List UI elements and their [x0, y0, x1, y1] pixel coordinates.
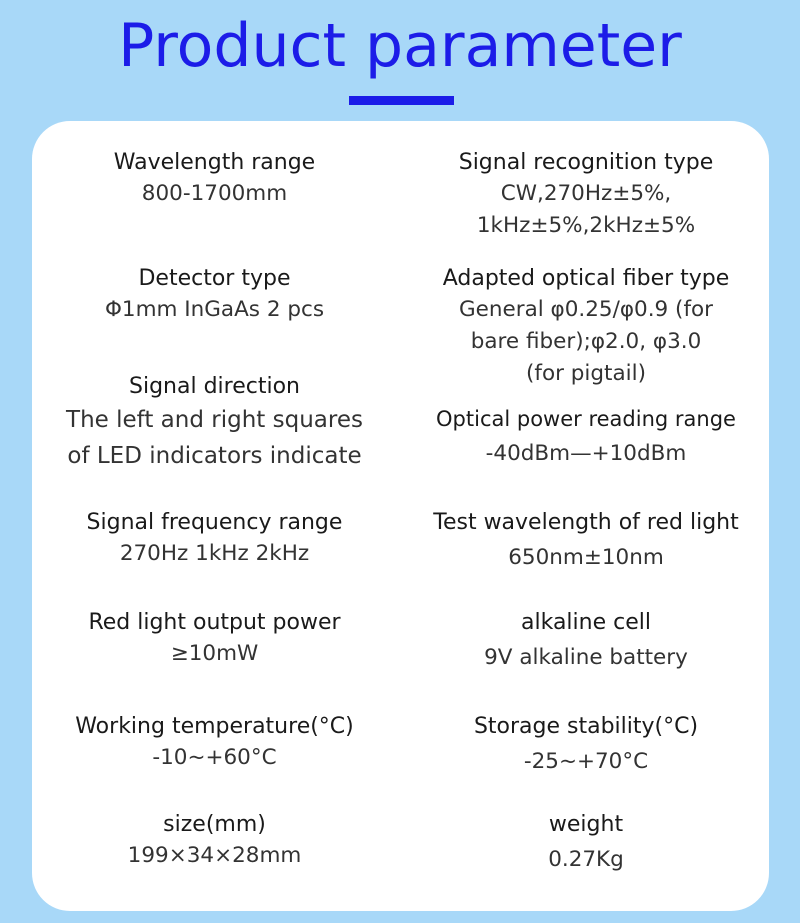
param-label: Optical power reading range	[436, 407, 736, 431]
param-value: 650nm±10nm	[508, 545, 664, 570]
param-value: -40dBm—+10dBm	[485, 441, 687, 466]
param-label: alkaline cell	[521, 610, 651, 635]
param-label: Working temperature(°C)	[75, 714, 354, 739]
param-label: Signal frequency range	[86, 510, 343, 535]
param-red-light-output-power	[32, 608, 397, 670]
param-value: CW,270Hz±5%, 1kHz±5%,2kHz±5%	[476, 181, 696, 238]
param-value: -25~+70°C	[523, 749, 649, 774]
param-detector-type	[32, 264, 397, 326]
title-underline	[349, 96, 454, 105]
param-label: Storage stability(°C)	[473, 714, 699, 739]
param-working-temperature	[32, 712, 397, 774]
param-adapted-optical-fiber-type	[401, 264, 771, 390]
param-label: Adapted optical fiber type	[442, 266, 730, 291]
param-value: 800-1700mm	[141, 181, 288, 206]
param-value: Φ1mm InGaAs 2 pcs	[104, 297, 325, 322]
param-optical-power-reading-range	[401, 404, 771, 470]
param-weight	[401, 810, 771, 876]
param-label: Signal direction	[129, 374, 300, 399]
param-wavelength-range	[32, 148, 397, 210]
param-alkaline-cell	[401, 608, 771, 674]
param-size	[32, 810, 397, 872]
param-test-wavelength-red-light	[401, 508, 771, 574]
param-label: Detector type	[138, 266, 291, 291]
param-signal-recognition-type	[401, 148, 771, 242]
param-storage-stability	[401, 712, 771, 778]
param-value: 270Hz 1kHz 2kHz	[119, 541, 310, 566]
param-value: General φ0.25/φ0.9 (for bare fiber);φ2.0, φ3.0 (for pigtail)	[458, 297, 714, 386]
param-value: -10~+60°C	[152, 745, 277, 770]
param-value: The left and right squares of LED indicators indicate	[66, 407, 363, 469]
param-label: size(mm)	[163, 812, 266, 837]
param-signal-frequency-range	[32, 508, 397, 570]
param-label: Signal recognition type	[458, 150, 714, 175]
param-signal-direction	[32, 372, 397, 474]
param-value: 0.27Kg	[548, 847, 624, 872]
param-label: weight	[548, 812, 624, 837]
param-label: Wavelength range	[113, 150, 316, 175]
param-label: Test wavelength of red light	[433, 510, 739, 535]
param-value: ≥10mW	[170, 641, 259, 666]
param-label: Red light output power	[88, 610, 341, 635]
page-title: Product parameter	[118, 11, 682, 81]
param-value: 199×34×28mm	[127, 843, 302, 868]
param-value: 9V alkaline battery	[484, 645, 688, 670]
